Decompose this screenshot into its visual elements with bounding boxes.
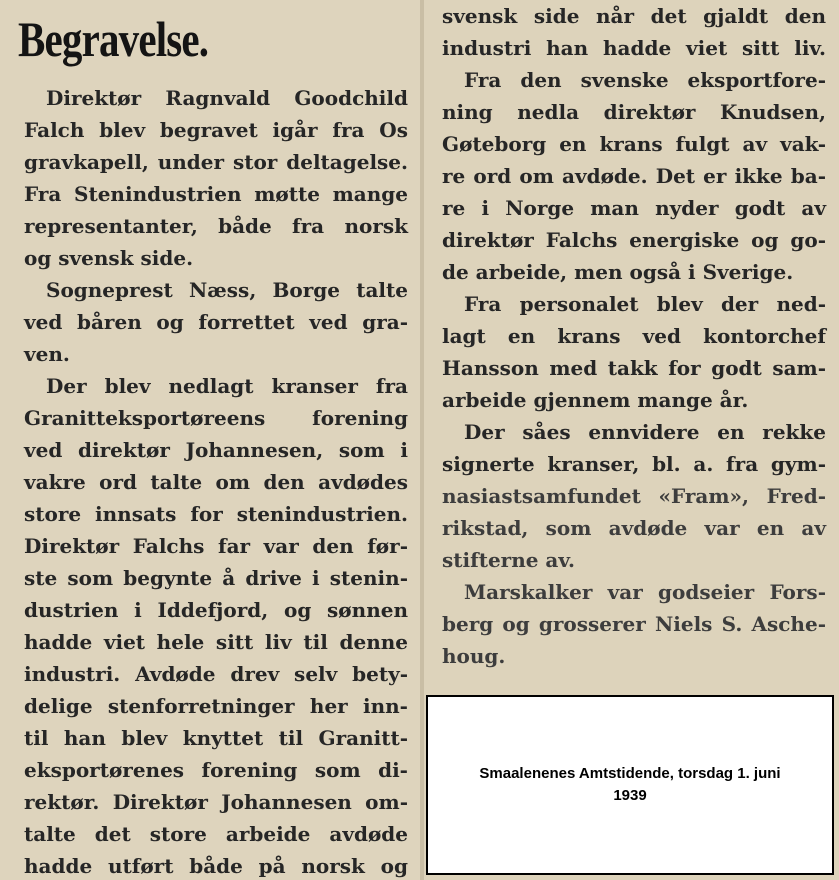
article-text-line: Fra den svenske eksportfore- [464, 68, 826, 92]
article-text-line: Marskalker var godseier Fors- [464, 580, 826, 604]
article-text-line: Hansson med takk for godt sam- [442, 356, 826, 380]
article-text-line: representanter, både fra norsk [24, 214, 408, 238]
article-text-line: houg. [442, 644, 506, 668]
article-text-line: Fra Stenindustrien møtte mange [24, 182, 408, 206]
article-text-line: Der såes ennvidere en rekke [464, 420, 826, 444]
article-text-line: delige stenforretninger her inn- [24, 694, 408, 718]
article-text-line: rikstad, som avdøde var en av [442, 516, 826, 540]
article-text-line: ved båren og forrettet ved gra- [24, 310, 408, 334]
article-text-line: rektør. Direktør Johannesen om- [24, 790, 408, 814]
article-text-line: direktør Falchs energiske og go- [442, 228, 826, 252]
article-column-right [442, 0, 826, 672]
article-text-line: talte det store arbeide avdøde [24, 822, 408, 846]
article-text-line: re ord om avdøde. Det er ikke ba- [442, 164, 826, 188]
article-text-line: ning nedla direktør Knudsen, [442, 100, 826, 124]
source-caption-line-1: Smaalenenes Amtstidende, torsdag 1. juni [479, 765, 781, 782]
article-text-line: vakre ord talte om den avdødes [24, 470, 408, 494]
article-text-line: og svensk side. [24, 246, 194, 270]
source-caption-box [426, 695, 834, 875]
source-caption [450, 763, 810, 807]
article-text-line: lagt en krans ved kontorchef [442, 324, 826, 348]
article-text-line: signerte kranser, bl. a. fra gym- [442, 452, 826, 476]
article-column-left [24, 82, 408, 880]
article-text-line: dustrien i Iddefjord, og sønnen [24, 598, 408, 622]
article-text-line: de arbeide, men også i Sverige. [442, 260, 794, 284]
article-text-line: Fra personalet blev der ned- [464, 292, 826, 316]
article-text-line: ven. [24, 342, 70, 366]
article-text-line: Der blev nedlagt kranser fra [46, 374, 408, 398]
article-text-line: nasiastsamfundet «Fram», Fred- [442, 484, 826, 508]
article-text-line: re i Norge man nyder godt av [442, 196, 826, 220]
article-text-line: stifterne av. [442, 548, 575, 572]
article-text-line: svensk side når det gjaldt den [442, 4, 826, 28]
article-text-line: industri. Avdøde drev selv bety- [24, 662, 408, 686]
article-text-line: store innsats for stenindustrien. [24, 502, 408, 526]
article-text-line: Granitteksportøreens forening [24, 406, 408, 430]
article-text-line: Gøteborg en krans fulgt av vak- [442, 132, 826, 156]
article-text-line: hadde utført både på norsk og [24, 854, 408, 878]
article-text-line: berg og grosserer Niels S. Asche- [442, 612, 826, 636]
source-caption-line-2: 1939 [613, 787, 647, 804]
article-text-line: Direktør Ragnvald Goodchild [46, 86, 408, 110]
article-headline: Begravelse. [18, 11, 209, 67]
article-text-line: industri han hadde viet sitt liv. [442, 36, 826, 60]
article-text-line: arbeide gjennem mange år. [442, 388, 749, 412]
article-text-line: Sogneprest Næss, Borge talte [46, 278, 408, 302]
article-text-line: gravkapell, under stor deltagelse. [24, 150, 408, 174]
article-text-line: ste som begynte å drive i stenin- [24, 566, 408, 590]
article-text-line: Direktør Falchs far var den før- [24, 534, 408, 558]
article-text-line: eksportørenes forening som di- [24, 758, 408, 782]
article-text-line: Falch blev begravet igår fra Os [24, 118, 408, 142]
article-text-line: til han blev knyttet til Granitt- [24, 726, 408, 750]
article-text-line: ved direktør Johannesen, som i [24, 438, 408, 462]
article-text-line: hadde viet hele sitt liv til denne [24, 630, 408, 654]
